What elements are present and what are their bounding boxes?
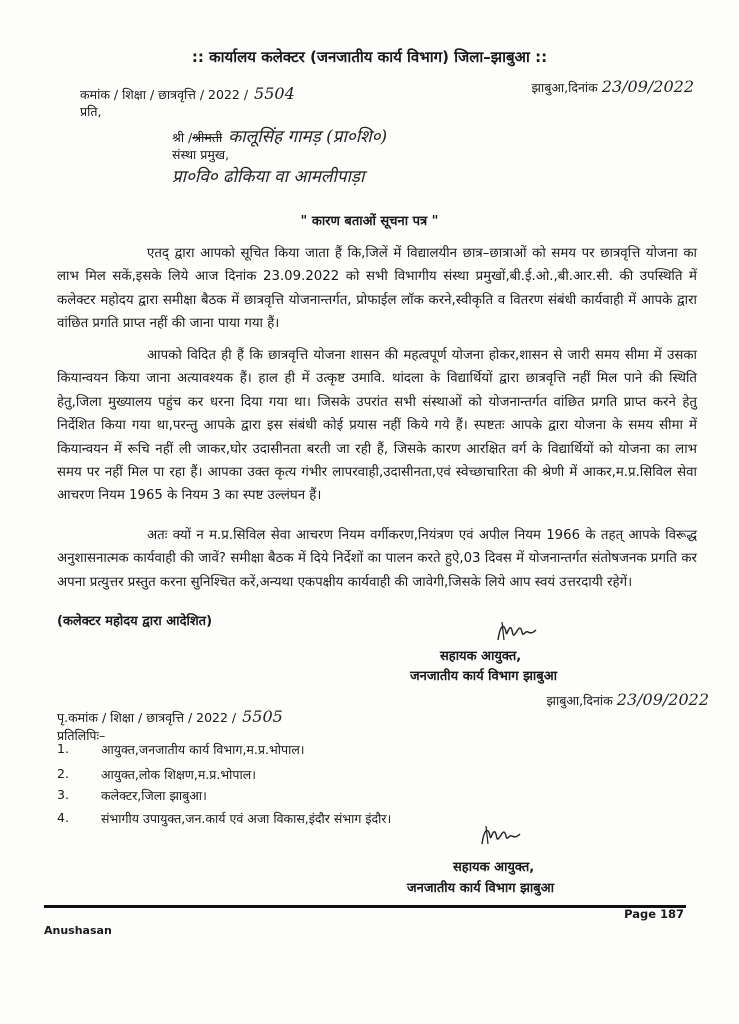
salutation-struck: श्रीमती: [192, 130, 223, 145]
body-paragraph-3: अतः क्यों न म.प्र.सिविल सेवा आचरण नियम वर्गीकरण,नियंत्रण एवं अपील नियम 1966 के तहत् आपके विरूद्ध अनुशासनात्मक कार्यवाही की जावें? समीक्षा बैठक में दिये निर्देशों का पालन करते हुऐ,03 दिवस में योजनान्तर्गत संतोषजनक प्रगति कर अपना प्रत्युत्तर प्रस्तुत करना सुनिश्चित करें,अन्यथा एकपक्षीय कार्यवाही की जावेगी,जिसके लिये आप स्वयं उत्तरदायी रहेगें।: [57, 528, 697, 590]
copy-item-text: कलेक्टर,जिला झाबुआ।: [101, 788, 207, 803]
footer-divider: [44, 905, 686, 908]
body-paragraph-2: आपको विदित ही हैं कि छात्रवृत्ति योजना शासन की महत्वपूर्ण योजना होकर,शासन से जारी समय सीमा में उसका कियान्वयन किया जाना अत्यावश्यक हैं। हाल ही में उत्कृष्ट उमावि. थांदला के विद्यार्थियों द्वारा छात्रवृत्ति नहीं मिल पाने की स्थिति हेतु,जिला मुख्यालय पहुंच कर धरना दिया गया था। जिसके उपरांत सभी संस्थाओं को योजनान्तर्गत वांछित प्रगति प्राप्त करने हेतु निर्देशित किया गया था,परन्तु आपके द्वारा इस संबंधी कोई प्रयास नहीं किये गये हैं। स्पष्टतः आपके द्वारा योजना के समय सीमा में कियान्वयन में रूचि नहीं ली जाकर,घोर उदासीनता बरती जा रही हैं, जिसके कारण आरक्षित वर्ग के विद्यार्थियों को योजना का लाभ समय पर नहीं मिल पा रहा हैं। आपका उक्त कृत्य गंभीर लापरवाही,उदासीनता,एवं स्वेच्छाचारिता की श्रेणी में आकर,म.प्र.सिविल सेवा आचरण नियम 1965 के नियम 3 का स्पष्ट उल्लंघन हैं।: [57, 348, 697, 504]
endorsement-place-date: [547, 690, 709, 709]
copy-item-text: आयुक्त,जनजातीय कार्य विभाग,म.प्र.भोपाल।: [101, 742, 305, 757]
copy-item-number: 3.: [57, 787, 69, 802]
signatory-title: सहायक आयुक्त,: [453, 860, 535, 875]
copy-item-number: 1.: [57, 741, 69, 756]
body-paragraph-1: एतद् द्वारा आपको सूचित किया जाता हैं कि,जिलें में विद्यालयीन छात्र–छात्राओं को समय पर छात्रवृत्ति योजना का लाभ मिल सकें,इसके लिये आज दिनांक 23.09.2022 को सभी विभागीय संस्था प्रमुखों,बी.ई.ओ.,बी.आर.सी. की उपस्थिति में कलेक्टर महोदय द्वारा समीक्षा बैठक में छात्रवृत्ति योजनान्तर्गत, प्रोफाईल लॉक करने,स्वीकृति व वितरण संबंधी कार्यवाही में आपके द्वारा वांछित प्रगति प्राप्त नहीं की जाना पाया गया हैं।: [57, 246, 697, 332]
reference-handwritten-number: 5504: [254, 84, 295, 103]
signatory-title: सहायक आयुक्त,: [440, 649, 522, 664]
copy-item-text: संभागीय उपायुक्त,जन.कार्य एवं अजा विकास,इंदौर संभाग इंदौर।: [101, 811, 392, 826]
reference-number: [80, 84, 295, 103]
endorsement-handwritten-number: 5505: [242, 707, 283, 726]
addressee-line: [172, 124, 387, 147]
ordered-by-note: (कलेक्टर महोदय द्वारा आदेशित): [57, 614, 213, 629]
addressee-designation: संस्था प्रमुख,: [172, 147, 230, 162]
copy-item-number: 2.: [57, 766, 69, 781]
signatory-department: जनजातीय कार्य विभाग झाबुआ: [407, 881, 554, 896]
copy-to-label: प्रतिलिपिः–: [57, 728, 106, 743]
copy-item-text: आयुक्त,लोक शिक्षण,म.प्र.भोपाल।: [101, 767, 256, 782]
signatory-department: जनजातीय कार्य विभाग झाबुआ: [410, 669, 557, 684]
signature-mark: [494, 618, 538, 646]
endorsement-handwritten-date: 23/09/2022: [616, 690, 709, 709]
handwritten-date: 23/09/2022: [601, 77, 694, 96]
copy-item-number: 4.: [57, 810, 69, 825]
page-number: Page 187: [624, 907, 684, 921]
place-date: [532, 77, 694, 96]
signature-mark: [478, 822, 522, 850]
endorsement-place-date-label: झाबुआ,दिनांक: [546, 693, 613, 708]
salutation-shri: श्री /: [172, 130, 193, 145]
footer-label: Anushasan: [44, 924, 112, 937]
endorsement-reference-prefix: पृ.कमांक / शिक्षा / छात्रवृत्ति / 2022 /: [57, 710, 237, 725]
addressee-institution-handwritten: प्रा०वि० ढोकिया वा आमलीपाड़ा: [172, 167, 365, 187]
notice-subject: " कारण बताओं सूचना पत्र ": [300, 214, 439, 229]
to-label: प्रति,: [80, 104, 102, 119]
reference-prefix: कमांक / शिक्षा / छात्रवृत्ति / 2022 /: [80, 87, 249, 102]
endorsement-reference-number: [57, 707, 283, 726]
office-header-title: :: कार्यालय कलेक्टर (जनजातीय कार्य विभाग) जिला–झाबुआ ::: [191, 48, 548, 66]
addressee-handwritten-name: कालूसिंह गामड़ (प्रा०शि०): [228, 127, 388, 147]
place-date-label: झाबुआ,दिनांक: [531, 80, 598, 95]
